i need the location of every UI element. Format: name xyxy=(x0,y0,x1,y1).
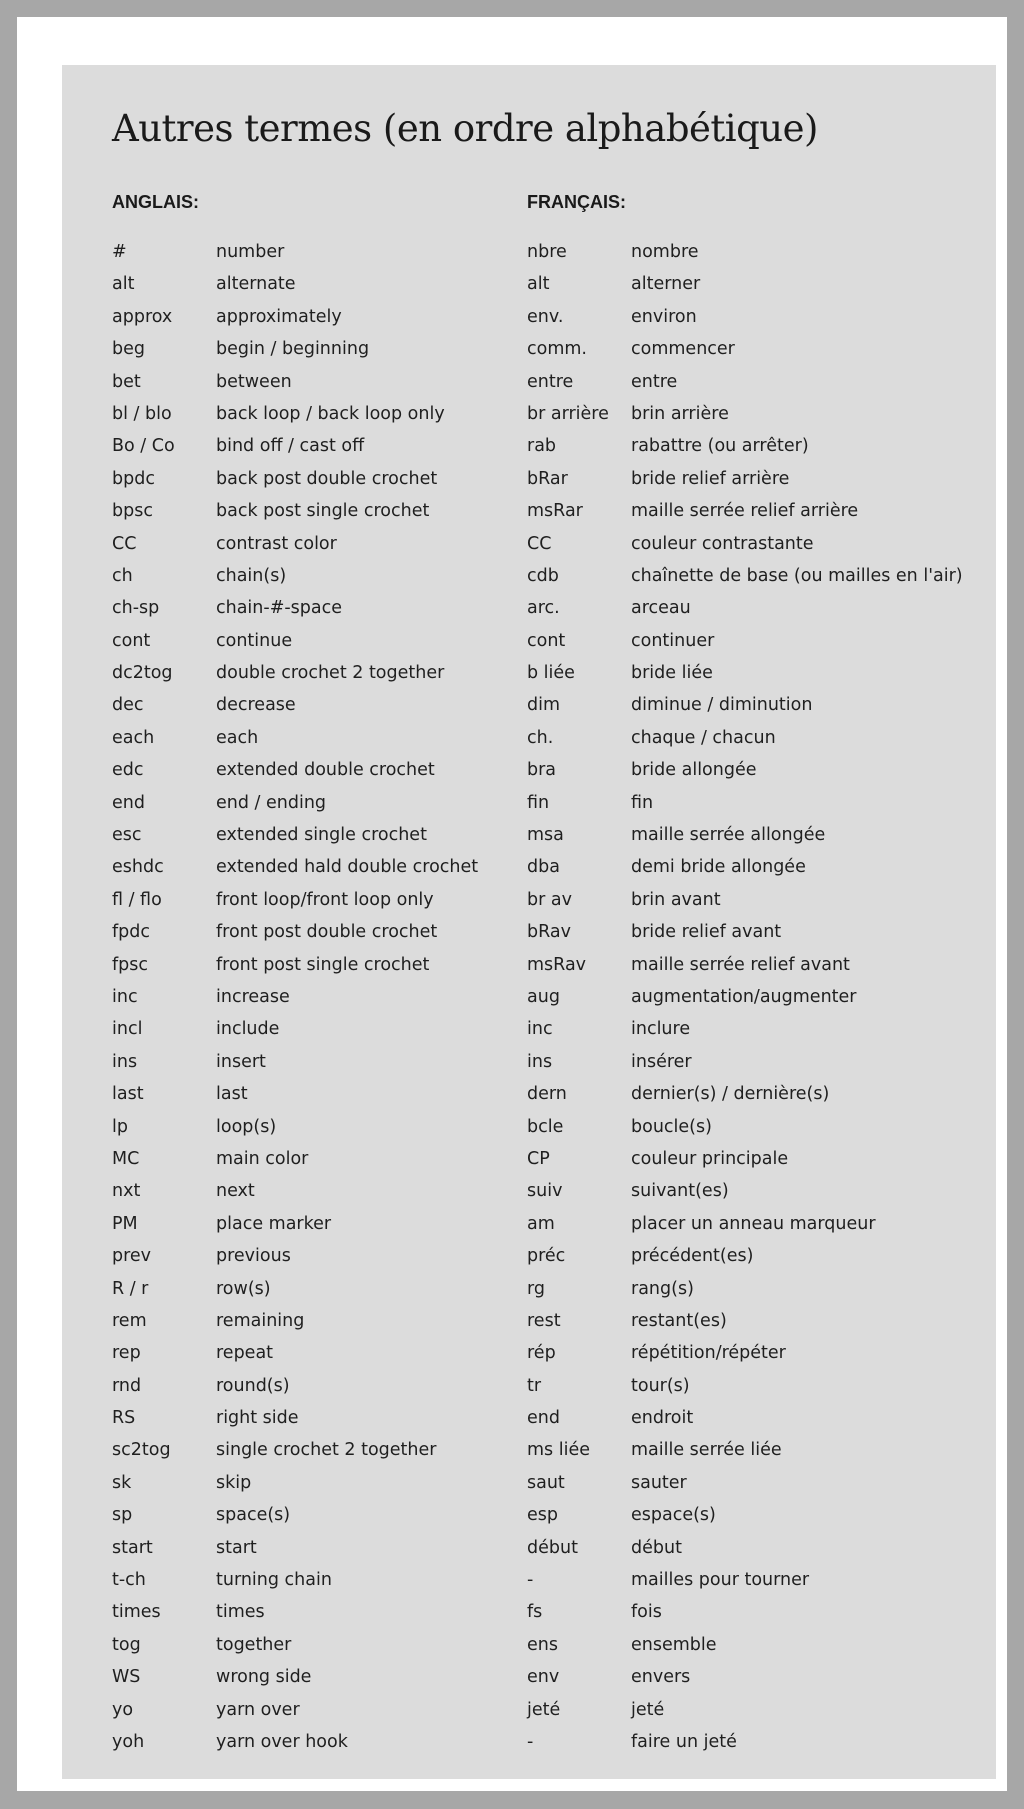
french-abbreviation: bra xyxy=(527,760,557,781)
english-term-row xyxy=(112,1143,478,1175)
french-term-row xyxy=(527,949,963,981)
french-term-row xyxy=(527,851,963,883)
english-term-row xyxy=(112,1694,478,1726)
french-meaning: tour(s) xyxy=(631,1375,690,1396)
english-abbreviation: beg xyxy=(112,339,145,360)
french-meaning: chaînette de base (ou mailles en l'air) xyxy=(631,565,963,586)
french-meaning: diminue / diminution xyxy=(631,695,813,716)
french-meaning: bride relief avant xyxy=(631,922,782,943)
english-meaning: approximately xyxy=(216,306,342,327)
english-abbreviation: dc2tog xyxy=(112,663,173,684)
english-meaning: end / ending xyxy=(216,792,327,813)
english-meaning: chain(s) xyxy=(216,565,287,586)
french-meaning: arceau xyxy=(631,598,691,619)
english-meaning: insert xyxy=(216,1051,266,1072)
french-meaning: entre xyxy=(631,371,678,392)
french-meaning: mailles pour tourner xyxy=(631,1570,810,1591)
french-meaning: bride relief arrière xyxy=(631,468,790,489)
french-meaning: rang(s) xyxy=(631,1278,694,1299)
french-term-row xyxy=(527,1273,963,1305)
english-abbreviation: bpsc xyxy=(112,501,153,522)
french-abbreviation: cdb xyxy=(527,565,559,586)
english-meaning: single crochet 2 together xyxy=(216,1440,437,1461)
french-meaning: couleur contrastante xyxy=(631,533,814,554)
english-meaning: yarn over xyxy=(216,1699,300,1720)
french-meaning: sauter xyxy=(631,1472,687,1493)
english-term-row xyxy=(112,819,478,851)
french-meaning: maille serrée relief arrière xyxy=(631,501,859,522)
french-term-row xyxy=(527,1596,963,1628)
french-meaning: endroit xyxy=(631,1408,694,1429)
french-abbreviation: CP xyxy=(527,1148,550,1169)
english-abbreviation: times xyxy=(112,1602,161,1623)
french-term-row xyxy=(527,754,963,786)
french-term-row xyxy=(527,1726,963,1758)
french-abbreviation: dba xyxy=(527,857,560,878)
english-term-row xyxy=(112,1337,478,1369)
french-term-row xyxy=(527,1337,963,1369)
english-term-row xyxy=(112,1175,478,1207)
english-abbreviation: MC xyxy=(112,1148,140,1169)
english-meaning: front post double crochet xyxy=(216,922,438,943)
english-abbreviation: bl / blo xyxy=(112,403,172,424)
english-meaning: front loop/front loop only xyxy=(216,889,434,910)
french-abbreviation: arc. xyxy=(527,598,560,619)
french-meaning: bride liée xyxy=(631,663,713,684)
english-abbreviation: end xyxy=(112,792,145,813)
french-abbreviation: b liée xyxy=(527,663,575,684)
french-abbreviation: am xyxy=(527,1213,555,1234)
french-term-row xyxy=(527,625,963,657)
french-term-row xyxy=(527,1564,963,1596)
french-abbreviation: br arrière xyxy=(527,403,609,424)
english-abbreviation: approx xyxy=(112,306,173,327)
english-meaning: decrease xyxy=(216,695,296,716)
english-meaning: between xyxy=(216,371,292,392)
english-term-row xyxy=(112,1013,478,1045)
french-meaning: maille serrée liée xyxy=(631,1440,782,1461)
french-abbreviation: ins xyxy=(527,1051,553,1072)
english-term-row xyxy=(112,689,478,721)
french-abbreviation: fs xyxy=(527,1602,543,1623)
english-term-row xyxy=(112,463,478,495)
english-abbreviation: RS xyxy=(112,1408,136,1429)
french-meaning: inclure xyxy=(631,1019,691,1040)
english-meaning: next xyxy=(216,1181,255,1202)
english-term-row xyxy=(112,1240,478,1272)
english-abbreviation: bet xyxy=(112,371,141,392)
french-term-row xyxy=(527,1532,963,1564)
english-meaning: remaining xyxy=(216,1310,305,1331)
english-abbreviation: # xyxy=(112,242,127,262)
french-abbreviation: dim xyxy=(527,695,561,716)
french-abbreviation: tr xyxy=(527,1375,542,1396)
french-abbreviation: comm. xyxy=(527,339,587,360)
english-abbreviation: fl / flo xyxy=(112,889,162,910)
english-meaning: begin / beginning xyxy=(216,339,370,360)
french-terms-list xyxy=(527,236,963,1758)
french-term-row xyxy=(527,1240,963,1272)
english-abbreviation: tog xyxy=(112,1634,141,1655)
english-term-row xyxy=(112,657,478,689)
english-abbreviation: each xyxy=(112,727,155,748)
french-abbreviation: - xyxy=(527,1731,534,1752)
french-term-row xyxy=(527,301,963,333)
french-abbreviation: ch. xyxy=(527,727,554,748)
english-term-row xyxy=(112,236,478,268)
french-term-row xyxy=(527,884,963,916)
english-abbreviation: rep xyxy=(112,1343,141,1364)
french-term-row xyxy=(527,689,963,721)
english-meaning: place marker xyxy=(216,1213,332,1234)
french-term-row xyxy=(527,1046,963,1078)
french-term-row xyxy=(527,560,963,592)
english-meaning: last xyxy=(216,1084,248,1105)
french-meaning: début xyxy=(631,1537,682,1558)
french-abbreviation: bRar xyxy=(527,468,568,489)
french-term-row xyxy=(527,592,963,624)
french-term-row xyxy=(527,819,963,851)
french-term-row xyxy=(527,1499,963,1531)
english-meaning: turning chain xyxy=(216,1570,332,1591)
english-meaning: round(s) xyxy=(216,1375,290,1396)
english-meaning: loop(s) xyxy=(216,1116,277,1137)
french-meaning: maille serrée relief avant xyxy=(631,954,850,975)
english-term-row xyxy=(112,1370,478,1402)
french-term-row xyxy=(527,1467,963,1499)
english-term-row xyxy=(112,1111,478,1143)
french-abbreviation: saut xyxy=(527,1472,565,1493)
french-abbreviation: entre xyxy=(527,371,574,392)
french-term-row xyxy=(527,1402,963,1434)
french-term-row xyxy=(527,722,963,754)
english-abbreviation: dec xyxy=(112,695,144,716)
english-abbreviation: last xyxy=(112,1084,144,1105)
english-term-row xyxy=(112,268,478,300)
french-term-row xyxy=(527,495,963,527)
english-meaning: extended double crochet xyxy=(216,760,435,781)
french-meaning: fin xyxy=(631,792,654,813)
french-term-row xyxy=(527,1434,963,1466)
french-meaning: ensemble xyxy=(631,1634,717,1655)
english-meaning: extended single crochet xyxy=(216,825,427,846)
french-abbreviation: msRar xyxy=(527,501,583,522)
french-abbreviation: env. xyxy=(527,306,564,327)
french-term-row xyxy=(527,1111,963,1143)
english-abbreviation: fpdc xyxy=(112,922,150,943)
french-meaning: espace(s) xyxy=(631,1505,716,1526)
english-term-row xyxy=(112,1273,478,1305)
english-abbreviation: rem xyxy=(112,1310,147,1331)
english-meaning: space(s) xyxy=(216,1505,291,1526)
english-abbreviation: edc xyxy=(112,760,144,781)
english-term-row xyxy=(112,430,478,462)
french-meaning: fois xyxy=(631,1602,662,1623)
english-term-row xyxy=(112,1564,478,1596)
french-term-row xyxy=(527,1694,963,1726)
english-abbreviation: sp xyxy=(112,1505,133,1526)
french-term-row xyxy=(527,916,963,948)
french-meaning: placer un anneau marqueur xyxy=(631,1213,876,1234)
english-term-row xyxy=(112,851,478,883)
english-term-row xyxy=(112,560,478,592)
english-abbreviation: ch xyxy=(112,565,133,586)
english-meaning: skip xyxy=(216,1472,252,1493)
french-meaning: commencer xyxy=(631,339,735,360)
french-abbreviation: rab xyxy=(527,436,557,457)
english-abbreviation: lp xyxy=(112,1116,128,1137)
english-header: ANGLAIS: xyxy=(112,192,199,212)
french-abbreviation: fin xyxy=(527,792,550,813)
english-abbreviation: eshdc xyxy=(112,857,164,878)
english-meaning: main color xyxy=(216,1148,309,1169)
english-term-row xyxy=(112,528,478,560)
french-meaning: maille serrée allongée xyxy=(631,825,826,846)
french-term-row xyxy=(527,1208,963,1240)
english-abbreviation: rnd xyxy=(112,1375,142,1396)
english-meaning: together xyxy=(216,1634,292,1655)
english-meaning: contrast color xyxy=(216,533,337,554)
french-term-row xyxy=(527,1629,963,1661)
french-term-row xyxy=(527,268,963,300)
english-meaning: repeat xyxy=(216,1343,274,1364)
english-term-row xyxy=(112,754,478,786)
english-abbreviation: bpdc xyxy=(112,468,155,489)
french-meaning: rabattre (ou arrêter) xyxy=(631,436,809,457)
english-term-row xyxy=(112,916,478,948)
french-abbreviation: dern xyxy=(527,1084,567,1105)
french-abbreviation: end xyxy=(527,1408,560,1429)
english-term-row xyxy=(112,1434,478,1466)
french-meaning: boucle(s) xyxy=(631,1116,712,1137)
french-abbreviation: rest xyxy=(527,1310,561,1331)
french-term-row xyxy=(527,430,963,462)
english-meaning: start xyxy=(216,1537,257,1558)
french-meaning: brin arrière xyxy=(631,403,729,424)
english-meaning: right side xyxy=(216,1408,299,1429)
english-term-row xyxy=(112,884,478,916)
english-meaning: previous xyxy=(216,1246,291,1267)
french-meaning: couleur principale xyxy=(631,1148,789,1169)
english-term-row xyxy=(112,333,478,365)
english-term-row xyxy=(112,625,478,657)
english-abbreviation: fpsc xyxy=(112,954,149,975)
english-abbreviation: start xyxy=(112,1537,153,1558)
english-abbreviation: cont xyxy=(112,630,151,651)
english-abbreviation: inc xyxy=(112,986,138,1007)
english-meaning: times xyxy=(216,1602,265,1623)
page-frame xyxy=(17,17,1007,1791)
french-abbreviation: cont xyxy=(527,630,566,651)
english-meaning: wrong side xyxy=(216,1667,312,1688)
french-term-row xyxy=(527,1013,963,1045)
english-term-row xyxy=(112,1629,478,1661)
english-abbreviation: yo xyxy=(112,1699,134,1720)
english-term-row xyxy=(112,1305,478,1337)
english-term-row xyxy=(112,592,478,624)
french-meaning: nombre xyxy=(631,242,699,262)
english-abbreviation: R / r xyxy=(112,1278,149,1299)
english-term-row xyxy=(112,1208,478,1240)
french-meaning: brin avant xyxy=(631,889,721,910)
french-meaning: répétition/répéter xyxy=(631,1343,786,1364)
french-term-row xyxy=(527,787,963,819)
english-term-row xyxy=(112,722,478,754)
english-meaning: include xyxy=(216,1019,280,1040)
french-column-header xyxy=(527,185,626,219)
glossary-panel xyxy=(62,65,996,1779)
french-meaning: augmentation/augmenter xyxy=(631,986,857,1007)
english-abbreviation: yoh xyxy=(112,1731,145,1752)
french-abbreviation: bcle xyxy=(527,1116,564,1137)
english-abbreviation: alt xyxy=(112,274,135,295)
french-meaning: restant(es) xyxy=(631,1310,727,1331)
french-meaning: envers xyxy=(631,1667,691,1688)
english-term-row xyxy=(112,398,478,430)
english-meaning: continue xyxy=(216,630,293,651)
english-term-row xyxy=(112,1467,478,1499)
french-header: FRANÇAIS: xyxy=(527,192,626,212)
english-meaning: row(s) xyxy=(216,1278,271,1299)
english-term-row xyxy=(112,1046,478,1078)
english-meaning: back post double crochet xyxy=(216,468,438,489)
english-abbreviation: incl xyxy=(112,1019,143,1040)
french-term-row xyxy=(527,1661,963,1693)
french-abbreviation: msa xyxy=(527,825,564,846)
english-terms-list xyxy=(112,236,478,1758)
french-meaning: dernier(s) / dernière(s) xyxy=(631,1084,830,1105)
french-abbreviation: suiv xyxy=(527,1181,563,1202)
french-term-row xyxy=(527,1305,963,1337)
french-abbreviation: inc xyxy=(527,1019,553,1040)
english-term-row xyxy=(112,1078,478,1110)
french-abbreviation: - xyxy=(527,1570,534,1591)
french-meaning: alterner xyxy=(631,274,701,295)
english-meaning: alternate xyxy=(216,274,296,295)
english-column-header xyxy=(112,185,199,219)
french-meaning: précédent(es) xyxy=(631,1246,754,1267)
english-term-row xyxy=(112,949,478,981)
french-abbreviation: ms liée xyxy=(527,1440,590,1461)
french-meaning: bride allongée xyxy=(631,760,757,781)
english-meaning: bind off / cast off xyxy=(216,436,365,457)
english-meaning: front post single crochet xyxy=(216,954,430,975)
french-abbreviation: esp xyxy=(527,1505,558,1526)
french-meaning: environ xyxy=(631,306,697,327)
french-meaning: faire un jeté xyxy=(631,1731,737,1752)
english-term-row xyxy=(112,1499,478,1531)
english-meaning: each xyxy=(216,727,259,748)
english-abbreviation: nxt xyxy=(112,1181,141,1202)
french-meaning: continuer xyxy=(631,630,715,651)
french-term-row xyxy=(527,1078,963,1110)
french-term-row xyxy=(527,366,963,398)
english-abbreviation: prev xyxy=(112,1246,152,1267)
french-abbreviation: alt xyxy=(527,274,550,295)
english-meaning: chain-#-space xyxy=(216,598,343,619)
french-abbreviation: CC xyxy=(527,533,552,554)
english-meaning: number xyxy=(216,242,285,262)
english-meaning: extended hald double crochet xyxy=(216,857,479,878)
page-title: Autres termes (en ordre alphabétique) xyxy=(112,107,818,150)
french-abbreviation: rép xyxy=(527,1343,556,1364)
english-term-row xyxy=(112,301,478,333)
english-abbreviation: esc xyxy=(112,825,142,846)
french-term-row xyxy=(527,1143,963,1175)
french-abbreviation: nbre xyxy=(527,242,567,262)
french-term-row xyxy=(527,657,963,689)
english-meaning: yarn over hook xyxy=(216,1731,348,1752)
french-term-row xyxy=(527,236,963,268)
english-abbreviation: Bo / Co xyxy=(112,436,175,457)
english-meaning: double crochet 2 together xyxy=(216,663,445,684)
english-term-row xyxy=(112,1596,478,1628)
french-abbreviation: br av xyxy=(527,889,572,910)
french-term-row xyxy=(527,528,963,560)
english-term-row xyxy=(112,1661,478,1693)
french-abbreviation: préc xyxy=(527,1246,566,1267)
french-meaning: suivant(es) xyxy=(631,1181,729,1202)
english-abbreviation: t-ch xyxy=(112,1570,146,1591)
english-abbreviation: CC xyxy=(112,533,137,554)
french-abbreviation: jeté xyxy=(527,1699,561,1720)
french-abbreviation: rg xyxy=(527,1278,545,1299)
french-abbreviation: début xyxy=(527,1537,578,1558)
english-term-row xyxy=(112,1726,478,1758)
french-meaning: jeté xyxy=(631,1699,665,1720)
french-meaning: insérer xyxy=(631,1051,692,1072)
french-meaning: demi bride allongée xyxy=(631,857,806,878)
french-abbreviation: aug xyxy=(527,986,560,1007)
english-meaning: increase xyxy=(216,986,290,1007)
english-term-row xyxy=(112,495,478,527)
english-abbreviation: sc2tog xyxy=(112,1440,171,1461)
french-term-row xyxy=(527,981,963,1013)
french-term-row xyxy=(527,333,963,365)
french-term-row xyxy=(527,463,963,495)
english-meaning: back post single crochet xyxy=(216,501,430,522)
french-term-row xyxy=(527,1370,963,1402)
english-abbreviation: ch-sp xyxy=(112,598,160,619)
english-abbreviation: sk xyxy=(112,1472,132,1493)
english-term-row xyxy=(112,366,478,398)
french-abbreviation: env xyxy=(527,1667,560,1688)
english-term-row xyxy=(112,787,478,819)
english-term-row xyxy=(112,1402,478,1434)
english-abbreviation: WS xyxy=(112,1667,141,1688)
french-term-row xyxy=(527,398,963,430)
english-term-row xyxy=(112,981,478,1013)
french-abbreviation: msRav xyxy=(527,954,587,975)
french-term-row xyxy=(527,1175,963,1207)
french-meaning: chaque / chacun xyxy=(631,727,776,748)
english-term-row xyxy=(112,1532,478,1564)
english-abbreviation: PM xyxy=(112,1213,138,1234)
english-abbreviation: ins xyxy=(112,1051,138,1072)
french-abbreviation: bRav xyxy=(527,922,571,943)
english-meaning: back loop / back loop only xyxy=(216,403,445,424)
french-abbreviation: ens xyxy=(527,1634,558,1655)
